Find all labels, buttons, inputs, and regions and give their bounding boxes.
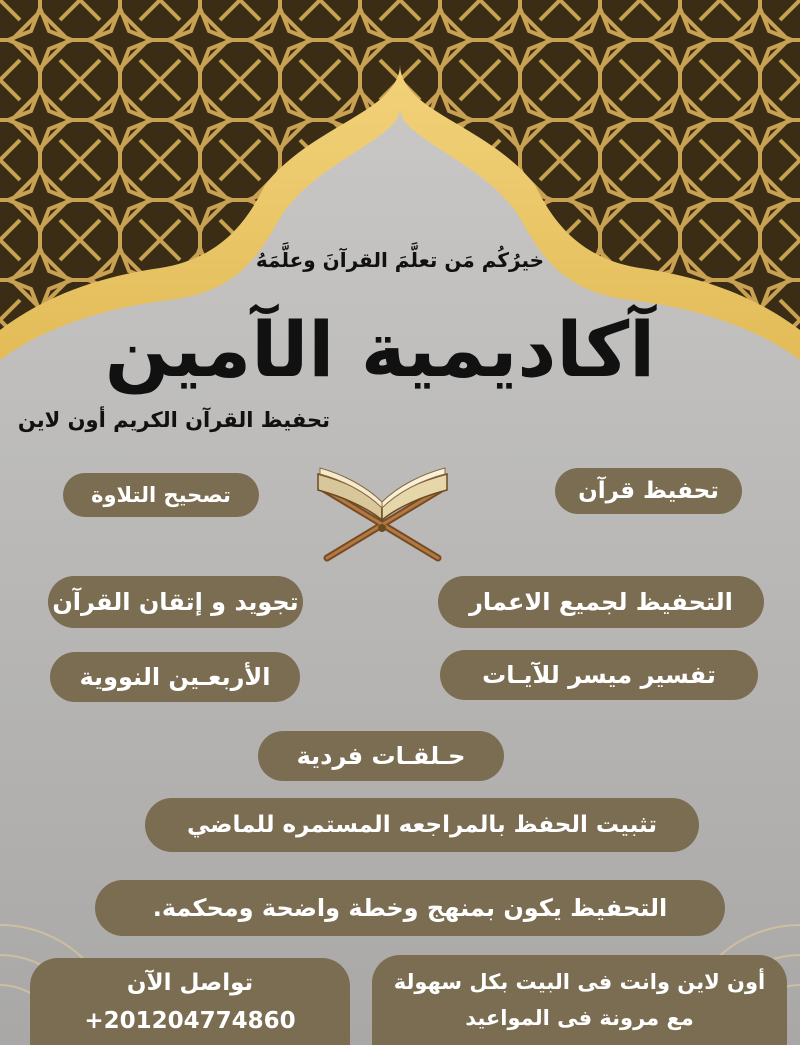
service-curriculum <box>95 880 725 936</box>
service-tafsir <box>440 650 758 700</box>
contact-box[interactable] <box>30 958 350 1045</box>
service-label: التحفيظ يكون بمنهج وخطة واضحة ومحكمة. <box>152 894 668 922</box>
service-label: حـلقـات فردية <box>296 742 466 770</box>
subtitle: تحفيظ القرآن الكريم أون لاين <box>17 408 330 432</box>
service-label: تفسير ميسر للآيـات <box>482 661 716 689</box>
page-title: آكاديمية الآمين <box>104 305 656 394</box>
service-individual-sessions <box>258 731 504 781</box>
open-quran-on-stand-icon <box>310 450 455 565</box>
service-label: الأربعـين النووية <box>79 663 271 691</box>
service-quran-memorization <box>555 468 742 514</box>
service-label: تثبيت الحفظ بالمراجعه المستمره للماضي <box>186 812 658 838</box>
online-note-line2: مع مرونة فى المواعيد <box>465 1006 694 1030</box>
service-tajweed <box>48 576 303 628</box>
service-forty-nawawi <box>50 652 300 702</box>
online-note-box <box>372 955 787 1045</box>
phone-number[interactable]: +201204774860 <box>84 1007 296 1034</box>
contact-label: تواصل الآن <box>126 969 254 996</box>
service-recitation-correction <box>63 473 259 517</box>
service-label: تحفيظ قرآن <box>578 478 719 504</box>
service-all-ages <box>438 576 764 628</box>
motto: خيرُكُم مَن تعلَّمَ القرآنَ وعلَّمَهُ <box>255 248 545 272</box>
service-review <box>145 798 699 852</box>
service-label: التحفيظ لجميع الاعمار <box>469 588 733 616</box>
service-label: تصحيح التلاوة <box>91 483 231 507</box>
service-label: تجويد و إتقان القرآن <box>52 588 299 616</box>
online-note-line1: أون لاين وانت فى البيت بكل سهولة <box>393 970 766 994</box>
